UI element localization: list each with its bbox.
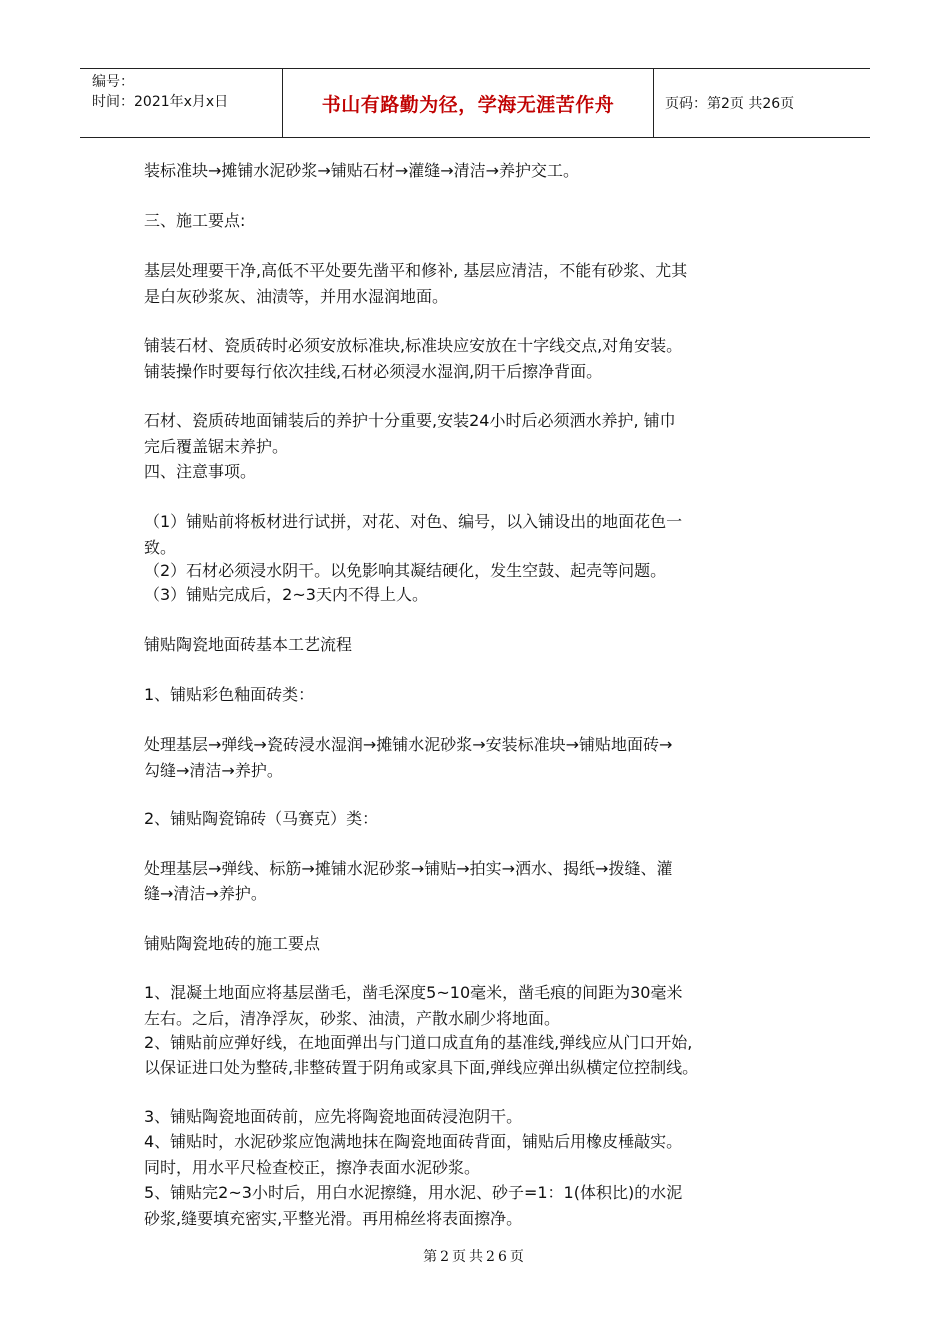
- section-heading: 四、注意事项。: [144, 462, 257, 481]
- text-line: 勾缝→清洁→养护。: [144, 761, 283, 780]
- section-heading: 三、施工要点:: [144, 211, 246, 230]
- text-line: 4、铺贴时，水泥砂浆应饱满地抹在陶瓷地面砖背面，铺贴后用橡皮棰敲实。: [144, 1132, 683, 1151]
- page-footer: 第2页共26页: [423, 1249, 527, 1265]
- text-line: 3、铺贴陶瓷地面砖前，应先将陶瓷地面砖浸泡阴干。: [144, 1107, 523, 1126]
- text-line: （1）铺贴前将板材进行试拼，对花、对色、编号，以入铺设出的地面花色一: [144, 512, 683, 531]
- text-line: 同时，用水平尺检查校正，擦净表面水泥砂浆。: [144, 1158, 481, 1177]
- text-line: 装标准块→摊铺水泥砂浆→铺贴石材→灌缝→清洁→养护交工。: [144, 161, 580, 180]
- text-line: 铺装操作时要每行依次挂线,石材必须浸水湿润,阴干后擦净背面。: [144, 362, 603, 381]
- document-code-label: 编号：: [92, 74, 134, 90]
- text-line: 砂浆,缝要填充密实,平整光滑。再用棉丝将表面擦净。: [144, 1209, 523, 1228]
- text-line: 1、混凝土地面应将基层凿毛，凿毛深度5~10毫米，凿毛痕的间距为30毫米: [144, 983, 683, 1002]
- text-line: 石材、瓷质砖地面铺装后的养护十分重要,安装24小时后必须洒水养护, 铺巾: [144, 411, 676, 430]
- text-line: 左右。之后，清净浮灰，砂浆、油渍，产散水刷少将地面。: [144, 1009, 561, 1028]
- text-line: 基层处理要干净,高低不平处要先凿平和修补, 基层应清洁，不能有砂浆、尤其: [144, 261, 688, 280]
- text-line: 铺装石材、瓷质砖时必须安放标准块,标准块应安放在十字线交点,对角安装。: [144, 336, 683, 355]
- header-motto: 书山有路勤为径，学海无涯苦作舟: [321, 94, 615, 116]
- section-heading: 1、铺贴彩色釉面砖类：: [144, 685, 315, 704]
- text-line: （3）铺贴完成后，2~3天内不得上人。: [144, 585, 428, 604]
- section-heading: 铺贴陶瓷地面砖基本工艺流程: [144, 635, 353, 654]
- text-line: （2）石材必须浸水阴干。以免影响其凝结硬化，发生空鼓、起壳等问题。: [144, 561, 667, 580]
- page-header: [80, 68, 870, 138]
- header-divider: [653, 69, 654, 137]
- text-line: 处理基层→弹线→瓷砖浸水湿润→摊铺水泥砂浆→安装标准块→铺贴地面砖→: [144, 735, 673, 754]
- text-line: 以保证进口处为整砖,非整砖置于阴角或家具下面,弹线应弹出纵横定位控制线。: [144, 1058, 699, 1077]
- page-number-info: 页码：第2页 共26页: [665, 96, 795, 112]
- section-heading: 2、铺贴陶瓷锦砖（马赛克）类：: [144, 809, 379, 828]
- text-line: 完后覆盖锯末养护。: [144, 437, 289, 456]
- header-meta: [92, 72, 228, 112]
- text-line: 致。: [144, 538, 177, 557]
- text-line: 2、铺贴前应弹好线，在地面弹出与门道口成直角的基准线,弹线应从门口开始,: [144, 1033, 693, 1052]
- text-line: 是白灰砂浆灰、油渍等，并用水湿润地面。: [144, 287, 449, 306]
- section-heading: 铺贴陶瓷地砖的施工要点: [144, 934, 321, 953]
- text-line: 处理基层→弹线、标筋→摊铺水泥砂浆→铺贴→拍实→洒水、揭纸→拨缝、灌: [144, 859, 673, 878]
- document-date: 时间：2021年x月x日: [92, 94, 229, 110]
- text-line: 5、铺贴完2~3小时后，用白水泥擦缝，用水泥、砂子=1：1(体积比)的水泥: [144, 1183, 683, 1202]
- text-line: 缝→清洁→养护。: [144, 884, 267, 903]
